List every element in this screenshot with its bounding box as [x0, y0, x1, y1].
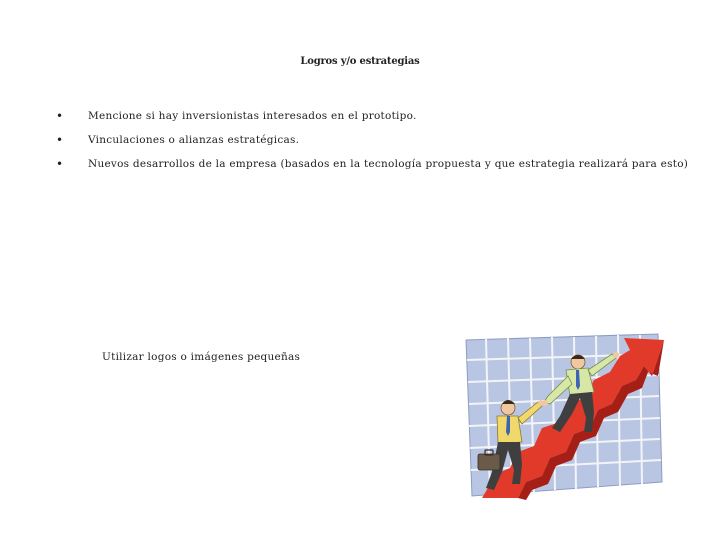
growth-arrow-clipart: [452, 332, 680, 502]
bullet-marker: •: [56, 133, 64, 147]
bullet-text: Mencione si hay inversionistas interesados en el prototipo.: [88, 110, 417, 122]
bullet-item: [56, 104, 676, 128]
image-note: Utilizar logos o imágenes pequeñas: [102, 351, 301, 363]
bullet-item: [56, 152, 689, 176]
bullet-marker: •: [56, 157, 64, 171]
bullet-text: Vinculaciones o alianzas estratégicas.: [88, 134, 300, 146]
bullet-item: [56, 128, 676, 152]
bullet-list: [56, 104, 689, 176]
bullet-text: Nuevos desarrollos de la empresa (basados en la tecnología propuesta y que estrategia realizará para esto): [88, 158, 689, 170]
slide-title: Logros y/o estrategias: [300, 56, 420, 67]
bullet-marker: •: [56, 109, 64, 123]
